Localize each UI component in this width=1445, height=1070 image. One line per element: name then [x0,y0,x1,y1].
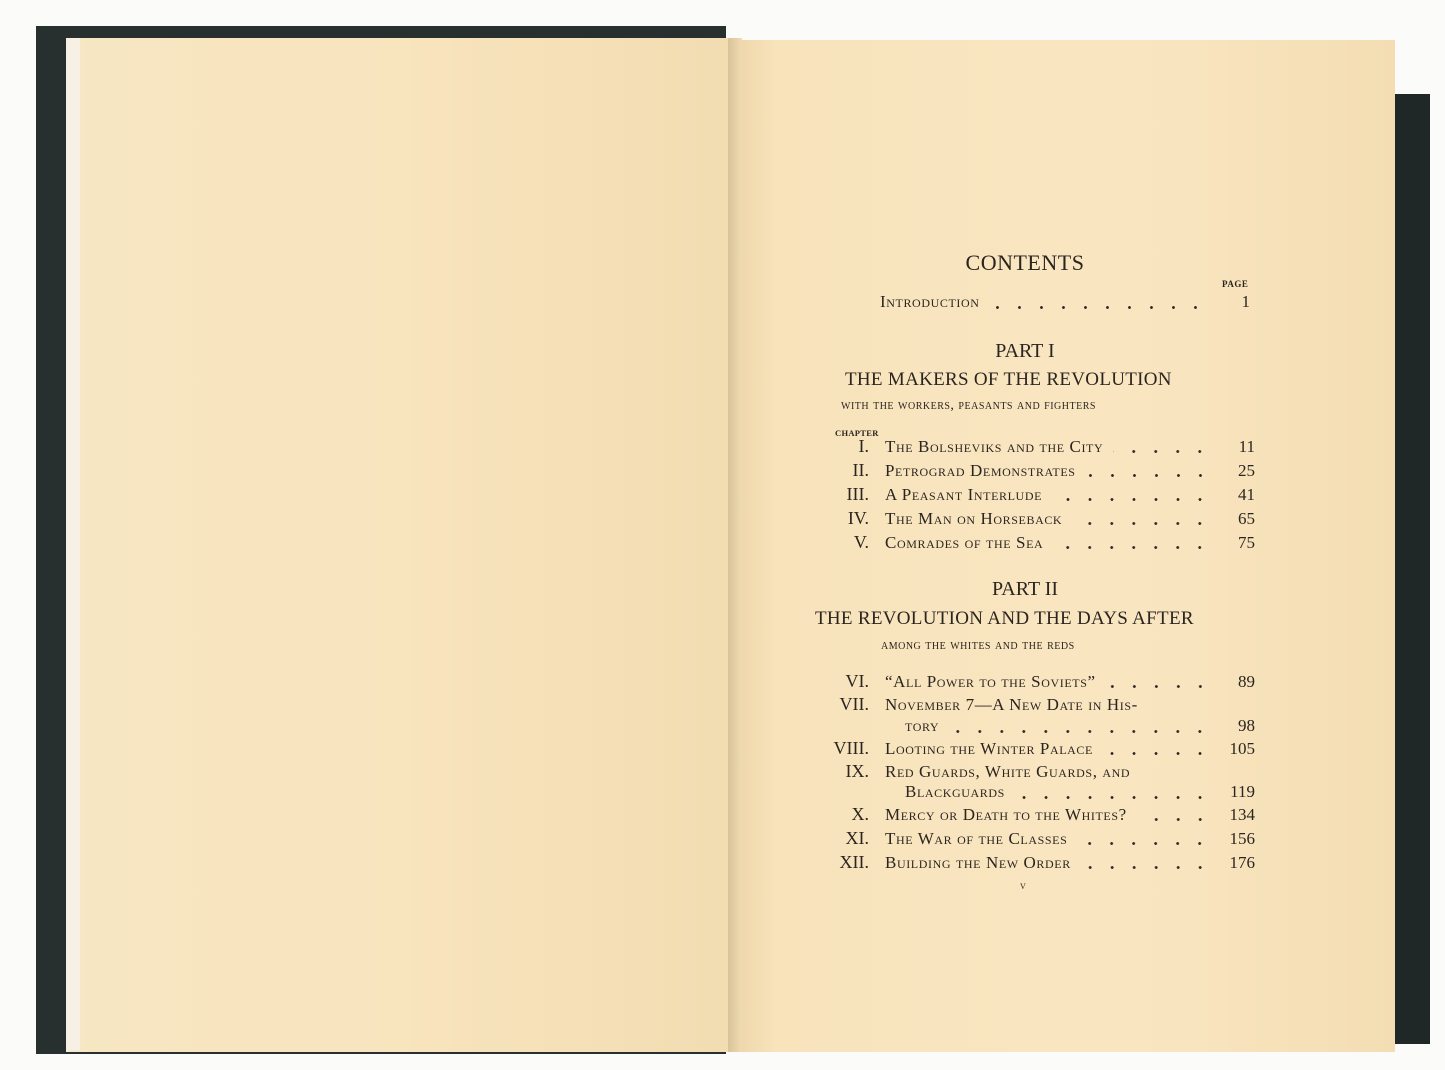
part-1-title: THE MAKERS OF THE REVOLUTION [845,369,1172,390]
chapter-title: A Peasant Interlude [885,485,1043,504]
chapter-title: “All Power to the Soviets” [885,672,1096,691]
chapter-page: 98 [1238,716,1255,735]
toc-chapter-row [815,738,1255,760]
leader-dots [949,730,1211,733]
toc-chapter-row [815,436,1255,458]
left-page-edge [66,38,80,1050]
chapter-title: Comrades of the Sea [885,533,1044,552]
chapter-page: 25 [1238,461,1255,480]
chapter-title-continued: Blackguards [905,782,1005,801]
page-folio: v [1020,880,1026,892]
chapter-page: 119 [1230,782,1255,801]
part-2-subtitle: among the whites and the reds [881,638,1075,653]
chapter-title: The Man on Horseback [885,509,1063,528]
leader-dots [1106,685,1211,688]
book-gutter [728,38,742,1052]
toc-chapter-row [815,694,1255,716]
chapter-page: 176 [1229,853,1255,872]
toc-chapter-row [815,761,1255,783]
chapter-page: 89 [1238,672,1255,691]
contents-title: CONTENTS [965,250,1085,275]
toc-chapter-row [815,484,1255,506]
chapter-title: November 7—A New Date in His- [885,695,1138,714]
left-page-blank [66,38,736,1052]
chapter-page: 41 [1238,485,1255,504]
part-1-subtitle: with the workers, peasants and fighters [841,398,1096,413]
chapter-number: IX. [845,761,869,781]
chapter-title: Red Guards, White Guards, and [885,762,1131,781]
chapter-page: 156 [1229,829,1255,848]
chapter-number: II. [852,460,869,480]
part-2-title: THE REVOLUTION AND THE DAYS AFTER [815,608,1194,629]
leader-dots [1072,522,1211,525]
leader-dots [990,306,1206,309]
toc-chapter-row [815,460,1255,482]
chapter-number: VI. [845,671,869,691]
toc-chapter-row [815,671,1255,693]
leader-dots [1052,498,1211,501]
toc-chapter-row [815,804,1255,826]
toc-introduction [880,292,1250,314]
chapter-number: I. [858,436,869,456]
chapter-number: VII. [839,694,869,714]
part-2-label: PART II [991,578,1059,600]
toc-chapter-row [815,508,1255,530]
part-1-label: PART I [995,340,1055,362]
chapter-number: XI. [845,828,869,848]
chapter-page: 134 [1229,805,1255,824]
leader-dots [1081,866,1211,869]
leader-dots [1086,474,1211,477]
chapter-title: Petrograd Demonstrates [885,461,1076,480]
leader-dots [1015,796,1211,799]
toc-chapter-row [815,852,1255,874]
leader-dots [1103,752,1211,755]
chapter-column-header: CHAPTER [835,428,879,438]
chapter-number: XII. [839,852,869,872]
chapter-title: Building the New Order [885,853,1071,872]
chapter-title-continued: tory [905,716,940,735]
leader-dots [1137,818,1211,821]
leader-dots [1077,842,1211,845]
toc-entry-title: Introduction [880,292,980,311]
chapter-number: VIII. [833,738,869,758]
toc-chapter-row [815,532,1255,554]
chapter-page: 11 [1238,437,1255,456]
chapter-number: IV. [847,508,869,528]
leader-dots [1113,450,1211,453]
chapter-page: 65 [1238,509,1255,528]
page-column-header: PAGE [1222,279,1249,289]
chapter-title: The Bolsheviks and the City [885,437,1104,456]
chapter-page: 105 [1229,739,1255,758]
leader-dots [1053,546,1211,549]
chapter-title: Mercy or Death to the Whites? [885,805,1127,824]
toc-chapter-row [815,828,1255,850]
chapter-number: V. [853,532,869,552]
chapter-title: The War of the Classes [885,829,1068,848]
toc-chapter-row-continued [905,782,1255,804]
chapter-number: III. [846,484,869,504]
chapter-title: Looting the Winter Palace [885,739,1093,758]
toc-entry-page: 1 [1241,292,1250,311]
toc-chapter-row-continued [905,716,1255,738]
chapter-number: X. [851,804,869,824]
chapter-page: 75 [1238,533,1255,552]
